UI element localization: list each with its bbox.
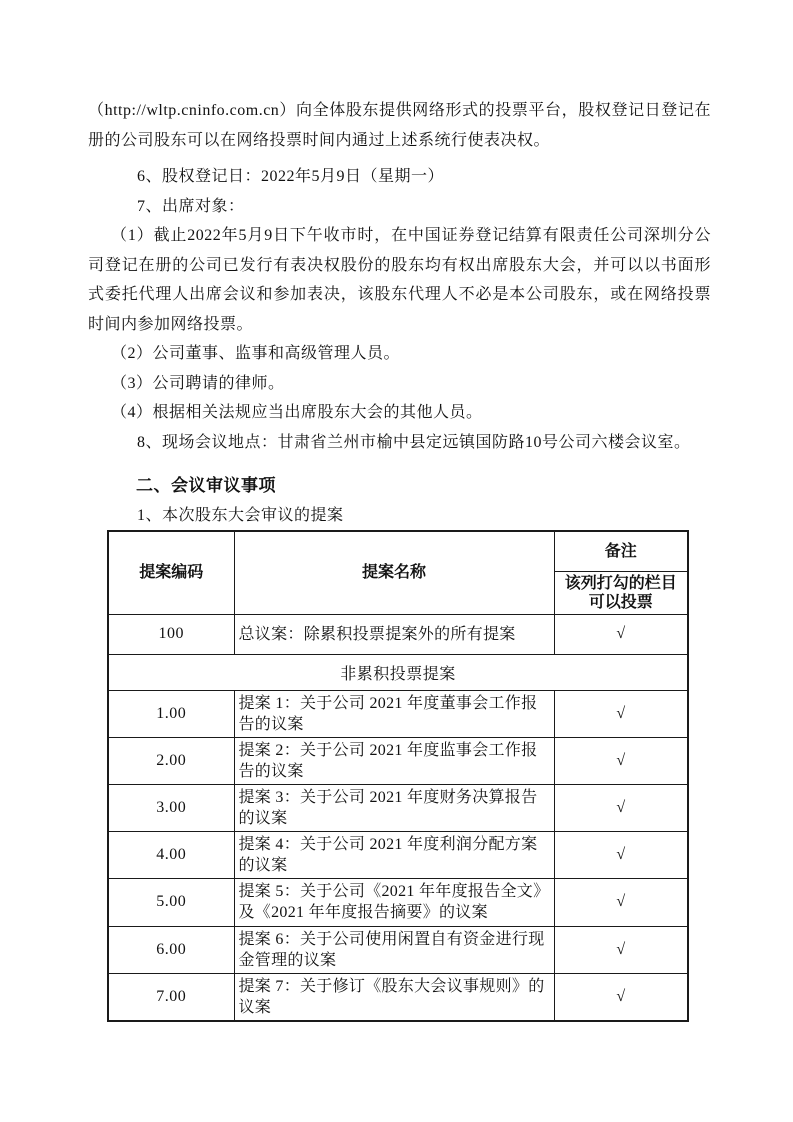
table-row-proposal-4	[108, 831, 688, 878]
header-proposal-code: 提案编码	[108, 531, 234, 614]
list-item-8-venue: 8、现场会议地点：甘肃省兰州市榆中县定远镇国防路10号公司六楼会议室。	[137, 433, 691, 451]
cell-code: 100	[108, 614, 234, 654]
cell-code: 4.00	[108, 831, 234, 878]
list-item-7-attendees: 7、出席对象：	[137, 197, 245, 215]
sub-item-4-others: （4）根据相关法规应当出席股东大会的其他人员。	[111, 404, 483, 421]
document-body	[88, 96, 711, 1022]
sub-item-2-directors: （2）公司董事、监事和高级管理人员。	[111, 345, 401, 362]
paragraph-network-voting: （http://wltp.cninfo.com.cn）向全体股东提供网络形式的投票平台，股权登记日登记在册的公司股东可以在网络投票时间内通过上述系统行使表决权。	[88, 102, 711, 149]
table-row-proposal-2	[108, 737, 688, 784]
cell-code: 6.00	[108, 926, 234, 973]
cell-name: 提案 1：关于公司 2021 年度董事会工作报告的议案	[234, 690, 554, 737]
checkmark: √	[554, 973, 688, 1021]
table-row-proposal-5	[108, 878, 688, 926]
cell-name: 总议案：除累积投票提案外的所有提案	[234, 614, 554, 654]
table-row-proposal-6	[108, 926, 688, 973]
list-item-1-proposals: 1、本次股东大会审议的提案	[137, 506, 344, 524]
cell-name: 提案 5：关于公司《2021 年年度报告全文》及《2021 年年度报告摘要》的议案	[234, 878, 554, 926]
proposal-table	[107, 530, 689, 1022]
cell-code: 2.00	[108, 737, 234, 784]
section-label-non-cumulative: 非累积投票提案	[108, 654, 688, 690]
cell-name: 提案 4：关于公司 2021 年度利润分配方案的议案	[234, 831, 554, 878]
list-item-6-record-date: 6、股权登记日：2022年5月9日（星期一）	[137, 168, 445, 185]
cell-name: 提案 6：关于公司使用闲置自有资金进行现金管理的议案	[234, 926, 554, 973]
cell-code: 1.00	[108, 690, 234, 737]
sub-item-3-lawyers: （3）公司聘请的律师。	[111, 374, 285, 392]
checkmark: √	[554, 878, 688, 926]
checkmark: √	[554, 614, 688, 654]
cell-name: 提案 2：关于公司 2021 年度监事会工作报告的议案	[234, 737, 554, 784]
table-header-row-top	[108, 531, 688, 571]
checkmark: √	[554, 926, 688, 973]
cell-name: 提案 7：关于修订《股东大会议事规则》的议案	[234, 973, 554, 1021]
section-heading-meeting-matters: 二、会议审议事项	[136, 476, 276, 495]
table-row-proposal-1	[108, 690, 688, 737]
cell-code: 5.00	[108, 878, 234, 926]
sub-item-1-shareholders: （1）截止2022年5月9日下午收市时，在中国证券登记结算有限责任公司深圳分公司登记在册的公司已发行有表决权股份的股东均有权出席股东大会，并可以以书面形式委托代理人出席会议和参加表决，该股东代理人不必是本公司股东，或在网络投票时间内参加网络投票。	[88, 227, 711, 333]
header-proposal-name: 提案名称	[234, 531, 554, 614]
table-row-general	[108, 614, 688, 654]
header-remark-sub: 该列打勾的栏目可以投票	[554, 571, 688, 614]
table-row-proposal-3	[108, 784, 688, 831]
checkmark: √	[554, 784, 688, 831]
checkmark: √	[554, 737, 688, 784]
checkmark: √	[554, 831, 688, 878]
cell-code: 7.00	[108, 973, 234, 1021]
table-row-proposal-7	[108, 973, 688, 1021]
header-remark: 备注	[554, 531, 688, 571]
checkmark: √	[554, 690, 688, 737]
cell-name: 提案 3：关于公司 2021 年度财务决算报告的议案	[234, 784, 554, 831]
table-section-row	[108, 654, 688, 690]
cell-code: 3.00	[108, 784, 234, 831]
